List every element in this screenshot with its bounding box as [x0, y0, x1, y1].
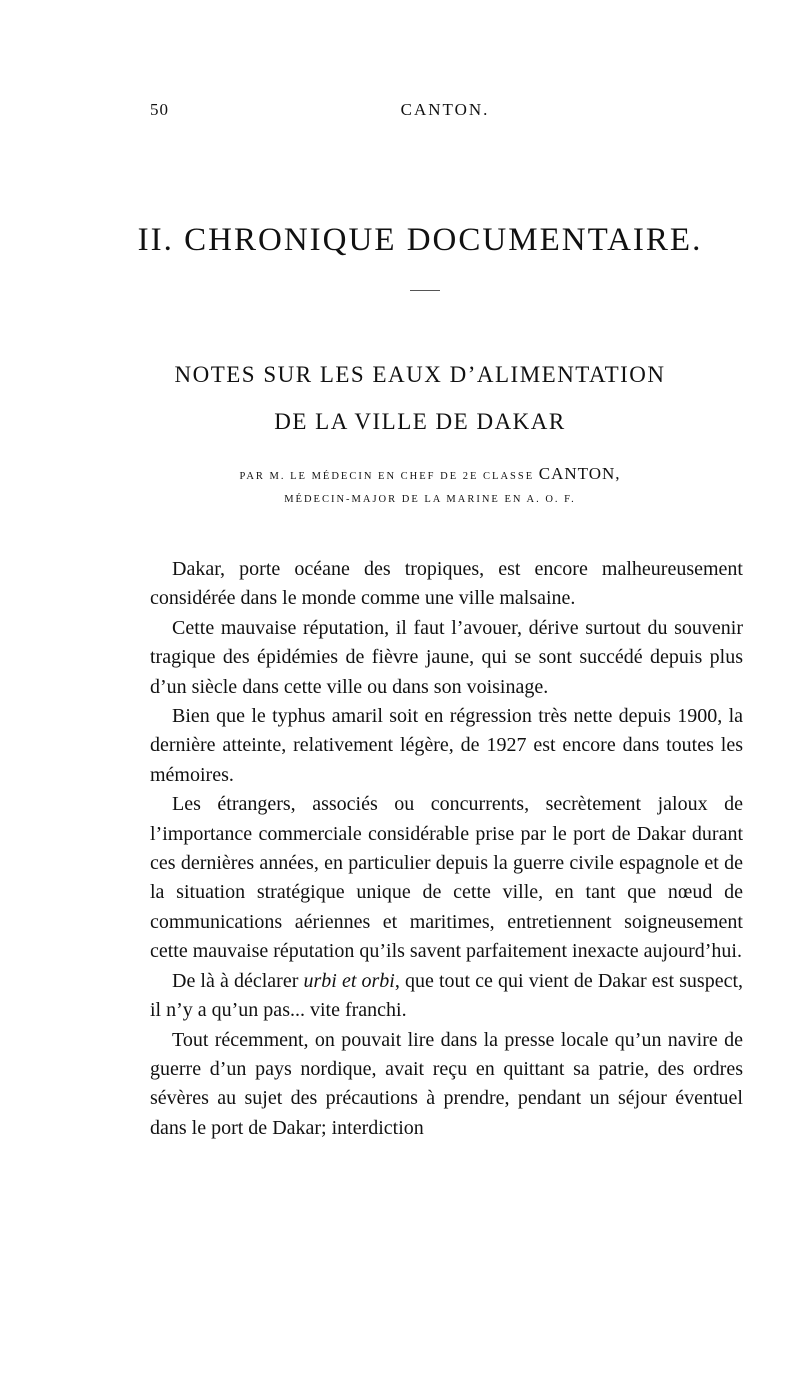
byline-line1 [130, 464, 730, 484]
paragraph-6: Tout récemment, on pouvait lire dans la presse locale qu’un navire de guerre d’un pays nordique, avait reçu en quittant sa patrie, des ordres sévères au sujet des précautions à prendre, pendant un séjour éventuel dans le port de Dakar; interdiction [150, 1028, 743, 1139]
paragraph-5-end: , que tout ce qui vient de Dakar est suspect, il n’y a qu’un pas... vite franchi. [150, 969, 744, 1022]
paragraph-4: Les étrangers, associés ou concurrents, secrètement jaloux de l’importance commerciale considérable prise par le port de Dakar durant ces dernières années, en particulier depuis la guerre civile espagnole et de la situation stratégique unique de cette ville, en tant que nœud de communications aériennes et maritimes, entretiennent soigneusement cette mauvaise réputation qu’ils savent parfaitement inexacte aujourd’hui. [150, 793, 743, 963]
paragraph-2: Cette mauvaise réputation, il faut l’avouer, dérive surtout du souvenir tragique des épidémies de fièvre jaune, qui se sont succédé depuis plus d’un siècle dans cette ville ou dans son voisinage. [150, 616, 743, 698]
page-number: 50 [150, 100, 169, 119]
byline-line2: MÉDECIN-MAJOR DE LA MARINE EN A. O. F. [284, 494, 576, 505]
paragraph-5-start: De là à déclarer [172, 969, 304, 992]
paragraph-1: Dakar, porte océane des tropiques, est encore malheureusement considérée dans le monde comme une ville malsaine. [150, 558, 743, 610]
byline-prefix: PAR M. LE MÉDECIN EN CHEF DE 2E CLASSE [239, 471, 535, 482]
running-header [150, 100, 740, 130]
byline-author-name: CANTON, [538, 464, 621, 483]
article-title-line1: NOTES SUR LES EAUX D’ALIMENTATION [174, 362, 666, 387]
section-title: II. CHRONIQUE DOCUMENTAIRE. [137, 222, 703, 258]
running-title: CANTON. [400, 100, 490, 119]
article-title-line2: DE LA VILLE DE DAKAR [274, 409, 566, 434]
article-body [150, 555, 743, 1143]
title-divider [410, 290, 440, 291]
paragraph-3: Bien que le typhus amaril soit en régression très nette depuis 1900, la dernière atteinte, relativement légère, de 1927 est encore dans toutes les mémoires. [150, 705, 743, 786]
latin-phrase: urbi et orbi [303, 969, 395, 992]
paragraph-5 [150, 967, 743, 1026]
